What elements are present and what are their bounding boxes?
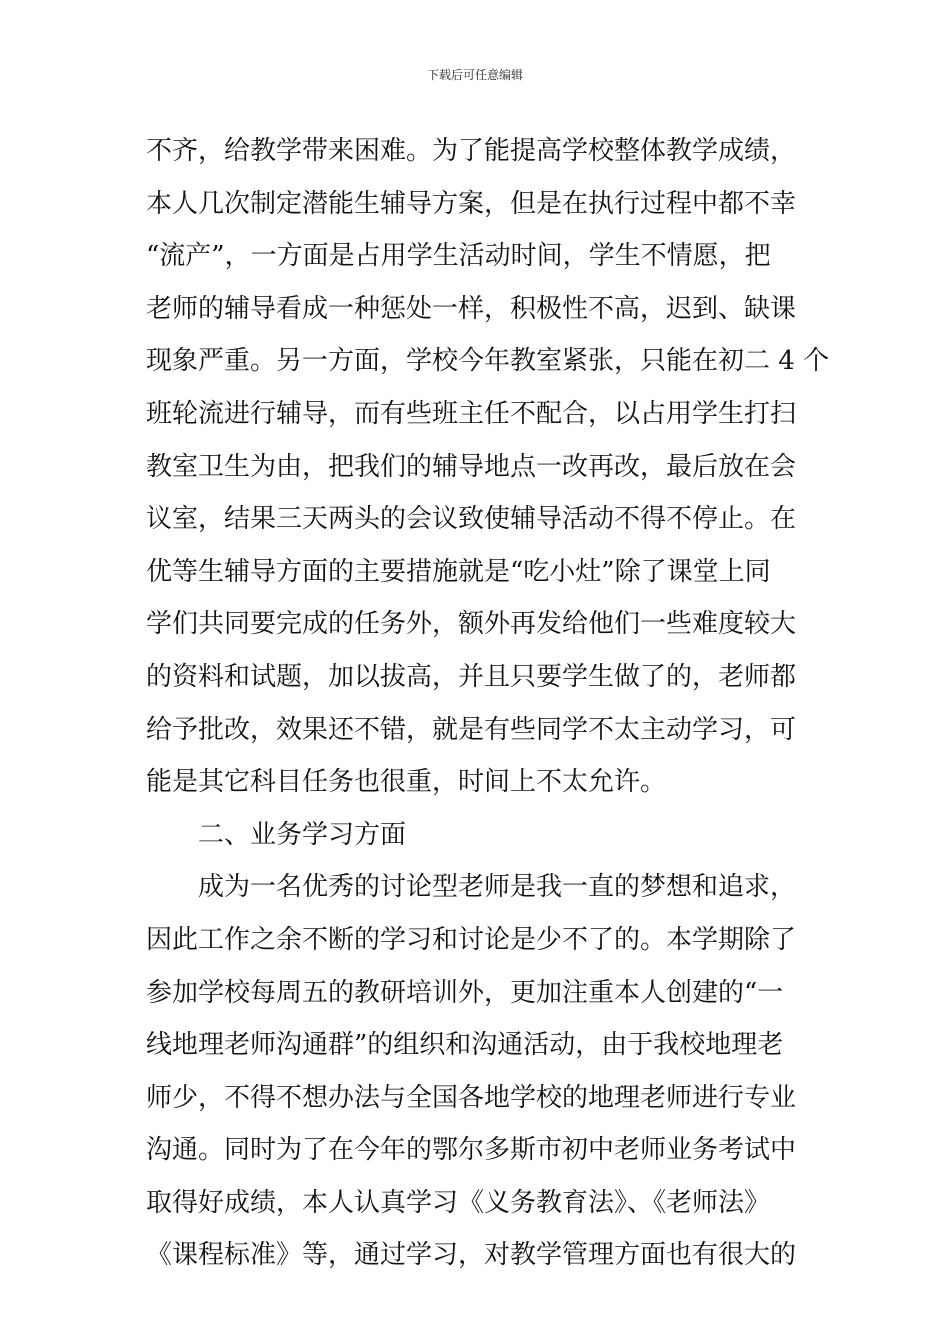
text-line: 《课程标准》等，通过学习，对教学管理方面也有很大的 [146, 1240, 797, 1271]
text-line: 不齐，给教学带来困难。为了能提高学校整体教学成绩， [146, 136, 797, 166]
text-line: 教室卫生为由，把我们的辅导地点一改再改，最后放在会 [146, 451, 797, 482]
section-heading: 二、业务学习方面 [198, 819, 407, 850]
text-line: 因此工作之余不断的学习和讨论是少不了的。本学期除了 [146, 924, 797, 955]
text-line: 参加学校每周五的教研培训外，更加注重本人创建的“一 [146, 977, 784, 1008]
text-line: 沟通。同时为了在今年的鄂尔多斯市初中老师业务考试中 [146, 1135, 797, 1166]
paragraph-first-line: 成为一名优秀的讨论型老师是我一直的梦想和追求， [198, 872, 797, 903]
text-line: 老师的辅导看成一种惩处一样，积极性不高，迟到、缺课 [146, 293, 797, 324]
header-note: 下载后可任意编辑 [426, 68, 523, 82]
text-line: 给予批改，效果还不错，就是有些同学不太主动学习，可 [146, 714, 797, 745]
body-text [146, 125, 830, 1282]
text-line: 学们共同要完成的任务外，额外再发给他们一些难度较大 [146, 609, 797, 640]
text-line: 取得好成绩，本人认真学习《义务教育法》、《老师法》 [146, 1187, 771, 1218]
text-line: 班轮流进行辅导，而有些班主任不配合，以占用学生打扫 [146, 398, 797, 429]
text-line: 现象严重。另一方面，学校今年教室紧张，只能在初二 4 个 [146, 346, 830, 377]
text-line: 线地理老师沟通群”的组织和沟通活动，由于我校地理老 [146, 1030, 784, 1061]
text-line: 师少，不得不想办法与全国各地学校的地理老师进行专业 [146, 1082, 797, 1113]
text-line: 优等生辅导方面的主要措施就是“吃小灶”除了课堂上同 [146, 556, 771, 587]
text-line: 议室，结果三天两头的会议致使辅导活动不得不停止。在 [146, 504, 797, 535]
text-line: “流产”，一方面是占用学生活动时间，学生不情愿，把 [146, 241, 771, 272]
text-line: 能是其它科目任务也很重，时间上不太允许。 [146, 767, 667, 798]
text-line: 的资料和试题，加以拔高，并且只要学生做了的，老师都 [146, 661, 797, 692]
text-line: 本人几次制定潜能生辅导方案，但是在执行过程中都不幸 [146, 188, 797, 219]
